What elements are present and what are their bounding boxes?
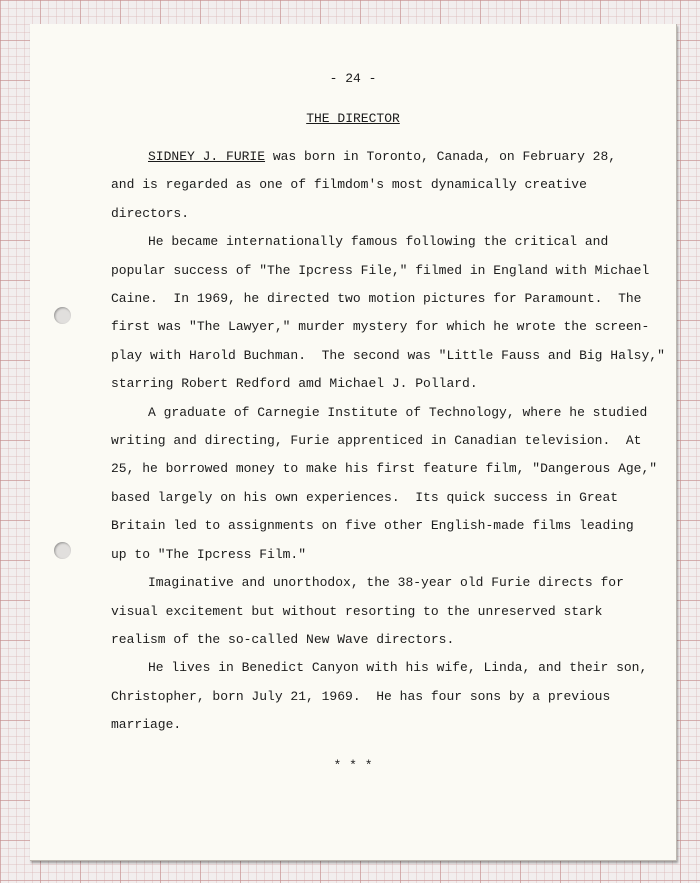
- document-page: [30, 24, 677, 861]
- text-line: [111, 143, 651, 171]
- text-line: Christopher, born July 21, 1969. He has four sons by a previous: [111, 688, 611, 704]
- text-line: He became internationally famous following the critical and: [148, 234, 609, 250]
- text-line: directors.: [111, 205, 190, 221]
- end-mark: * * *: [333, 758, 373, 773]
- text-line: writing and directing, Furie apprenticed in Canadian television. At: [111, 433, 642, 449]
- text-line: Britain led to assignments on five other English-made films leading: [111, 518, 634, 534]
- text-line: based largely on his own experiences. Its quick success in Great: [111, 489, 619, 505]
- text-line: A graduate of Carnegie Institute of Technology, where he studied: [148, 404, 648, 420]
- text-line: first was "The Lawyer," murder mystery for which he wrote the screen-: [111, 319, 650, 335]
- text-line: Imaginative and unorthodox, the 38-year old Furie directs for: [148, 575, 624, 591]
- paragraph-5: [111, 654, 651, 739]
- text-line: 25, he borrowed money to make his first feature film, "Dangerous Age,": [111, 461, 658, 477]
- punch-hole-upper: [54, 307, 71, 324]
- text-line: visual excitement but without resorting to the unreserved stark: [111, 603, 603, 619]
- punch-hole-lower: [54, 542, 71, 559]
- paragraph-4: [111, 569, 651, 654]
- page-number: - 24 -: [329, 71, 377, 86]
- paragraph-3: [111, 399, 658, 569]
- text-line: starring Robert Redford amd Michael J. Pollard.: [111, 376, 478, 392]
- paragraph-2: [111, 228, 665, 398]
- text-line: play with Harold Buchman. The second was "Little Fauss and Big Halsy,": [111, 347, 665, 363]
- text-line-segment: was born in Toronto, Canada, on February 28,: [265, 149, 617, 164]
- page-title: THE DIRECTOR: [306, 111, 400, 126]
- text-line: and is regarded as one of filmdom's most dynamically creative: [111, 177, 587, 193]
- text-line: marriage.: [111, 717, 182, 733]
- text-line: up to "The Ipcress Film.": [111, 546, 307, 562]
- document-body: [111, 143, 665, 740]
- director-name: SIDNEY J. FURIE: [148, 149, 266, 164]
- text-line: Caine. In 1969, he directed two motion pictures for Paramount. The: [111, 291, 642, 307]
- paragraph-1: [111, 143, 651, 228]
- text-line: He lives in Benedict Canyon with his wife, Linda, and their son,: [148, 660, 648, 676]
- text-line: popular success of "The Ipcress File," filmed in England with Michael: [111, 262, 650, 278]
- text-line: realism of the so-called New Wave directors.: [111, 631, 455, 647]
